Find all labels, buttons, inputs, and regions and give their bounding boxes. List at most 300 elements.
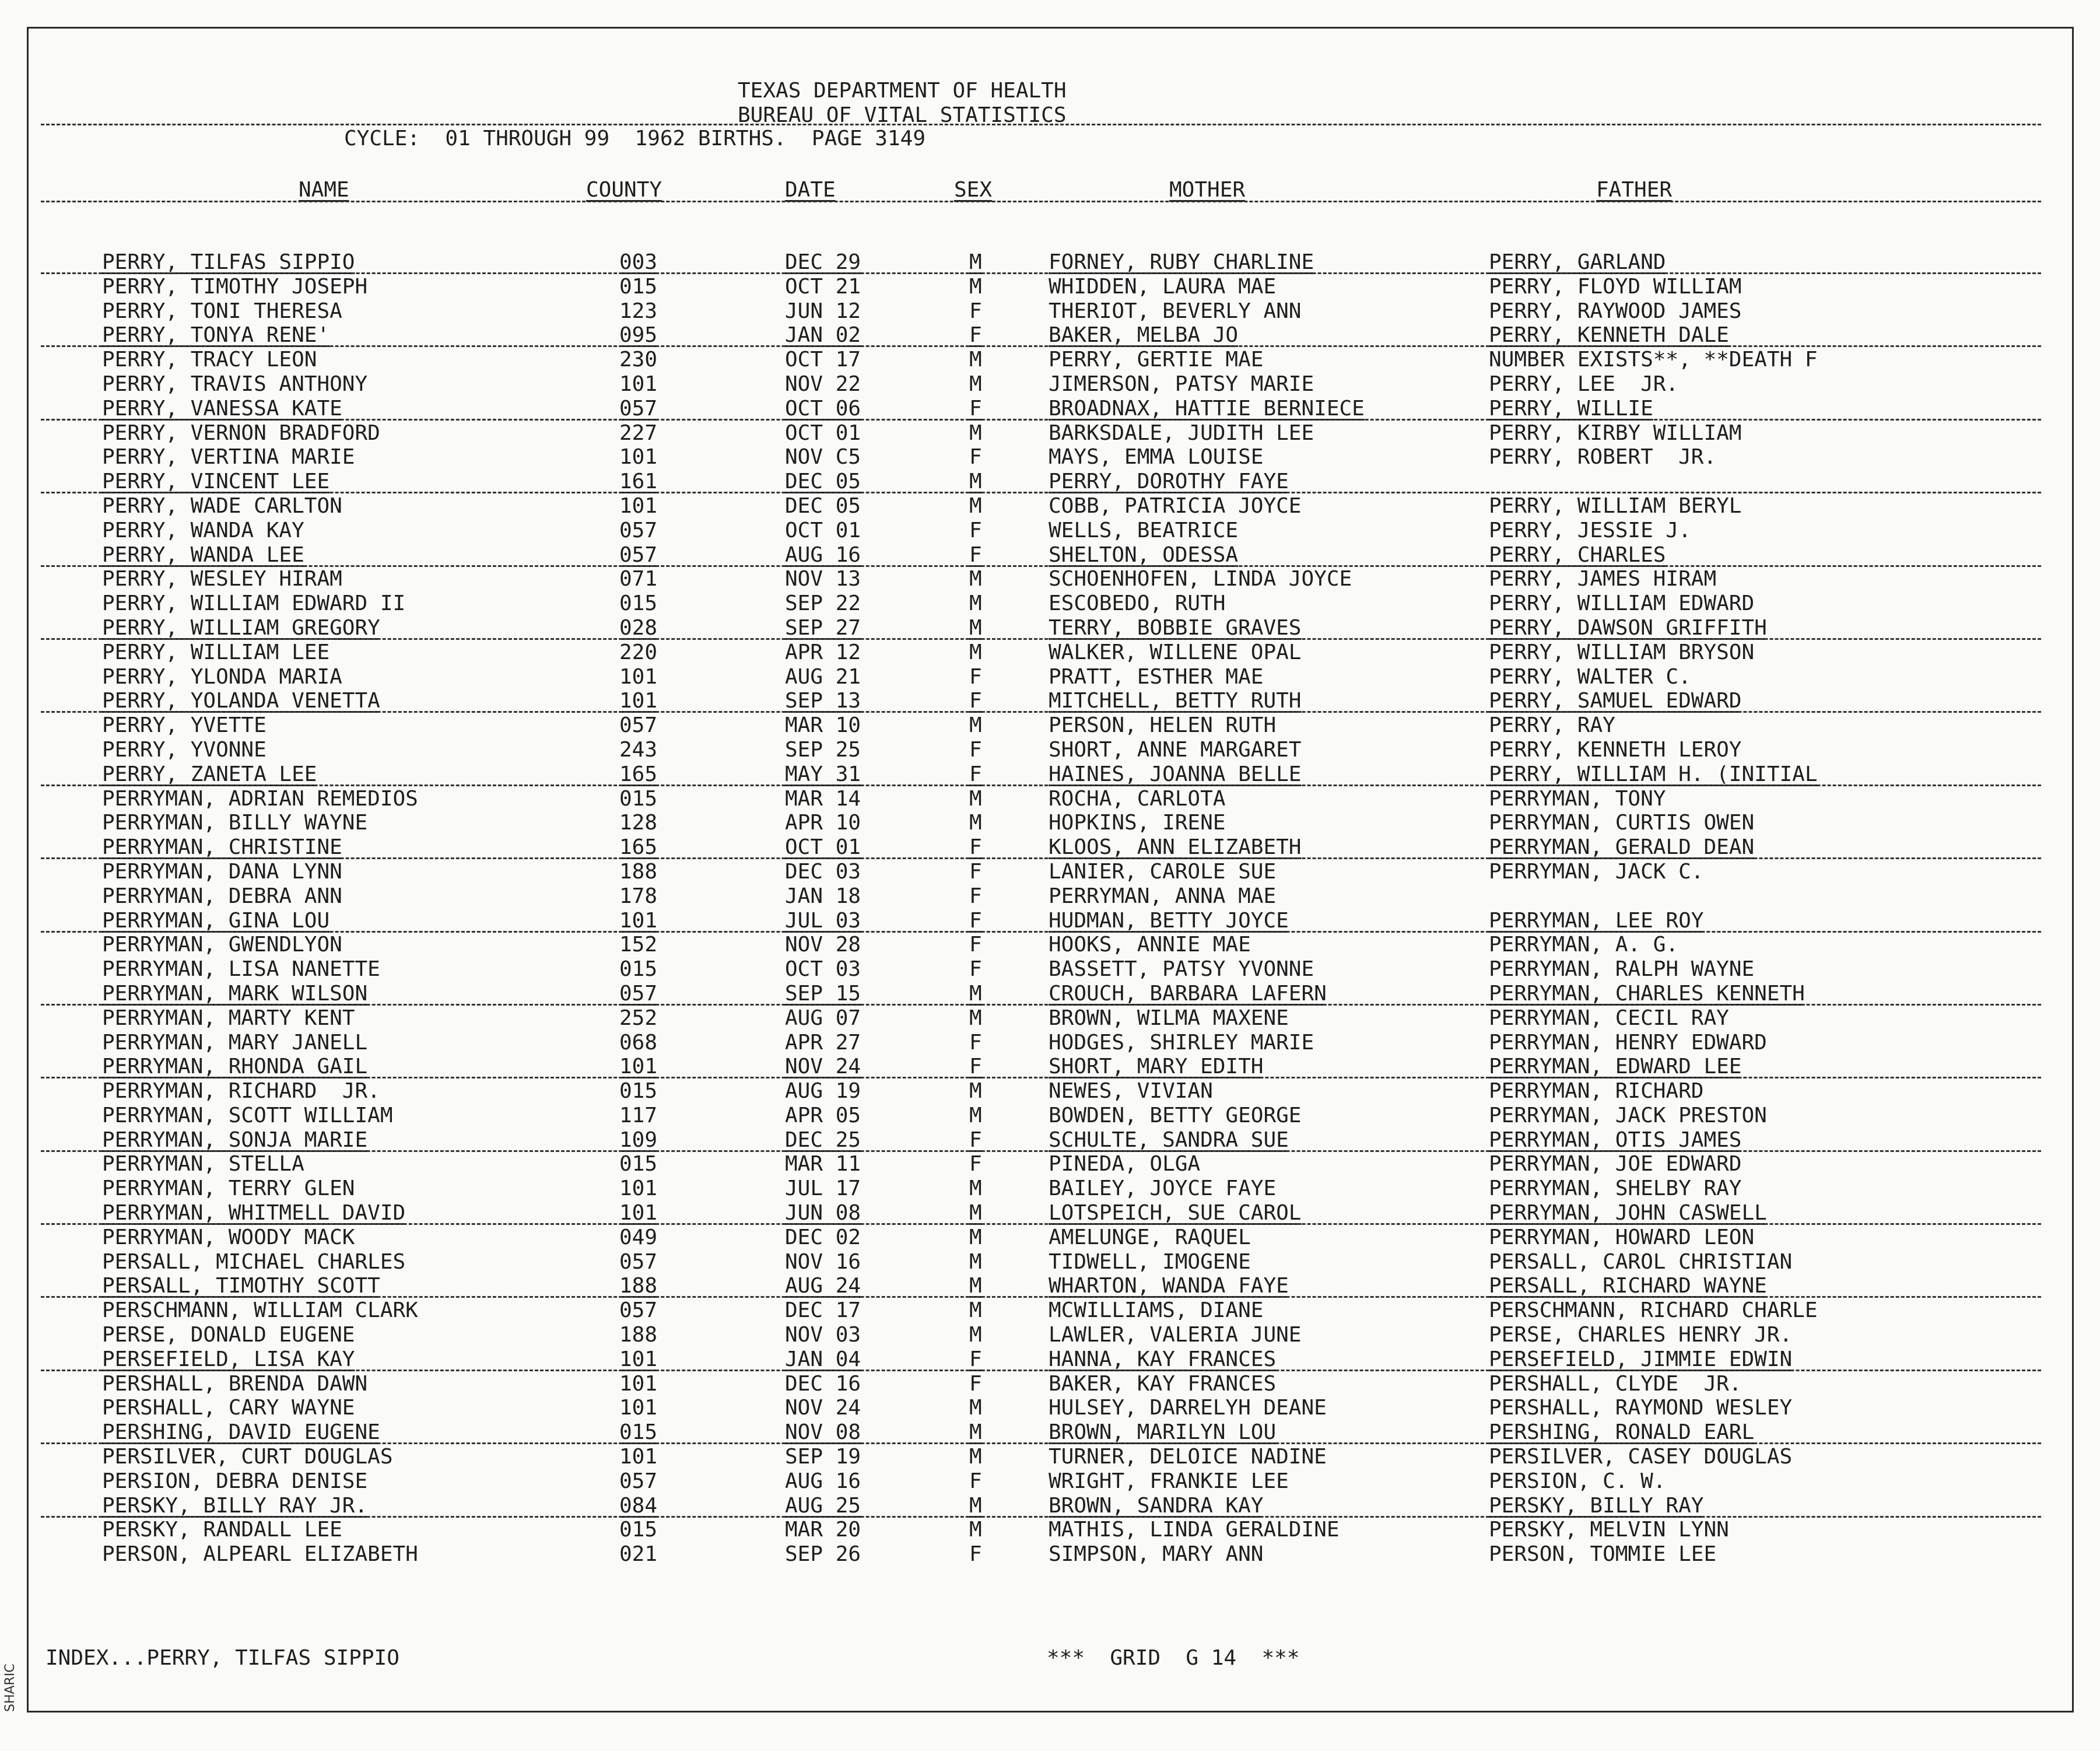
record-mother: WALKER, WILLENE OPAL	[1049, 640, 1302, 664]
record-mother: WELLS, BEATRICE	[1049, 518, 1239, 542]
record-name: PERRYMAN, TERRY GLEN	[102, 1176, 355, 1201]
record-date: SEP 26	[785, 1542, 861, 1567]
record-county: 101	[619, 1347, 658, 1371]
record-father: PERRYMAN, SHELBY RAY	[1489, 1176, 1742, 1201]
record-name: PERRY, TRAVIS ANTHONY	[102, 372, 368, 396]
record-mother: JIMERSON, PATSY MARIE	[1049, 372, 1314, 396]
record-county: 165	[619, 835, 658, 860]
record-county: 101	[619, 1055, 658, 1079]
record-date: DEC 05	[785, 470, 861, 494]
record-row	[0, 1470, 2100, 1494]
record-county: 101	[619, 372, 658, 396]
record-sex: M	[969, 1176, 982, 1201]
record-county: 015	[619, 957, 658, 982]
record-date: OCT 01	[785, 835, 861, 860]
record-sex: F	[969, 737, 982, 762]
column-header-sex: SEX	[954, 178, 993, 202]
record-father: PERRYMAN, LEE ROY	[1489, 908, 1704, 933]
record-row	[0, 860, 2100, 885]
record-father: PERSKY, BILLY RAY	[1489, 1493, 1704, 1518]
record-mother: MATHIS, LINDA GERALDINE	[1049, 1518, 1340, 1542]
record-mother: COBB, PATRICIA JOYCE	[1049, 493, 1302, 518]
record-name: PERRY, VERTINA MARIE	[102, 445, 355, 470]
record-date: SEP 15	[785, 981, 861, 1006]
record-mother: HODGES, SHIRLEY MARIE	[1049, 1030, 1314, 1055]
record-father: PERRY, KENNETH DALE	[1489, 323, 1729, 348]
record-name: PERSION, DEBRA DENISE	[102, 1469, 368, 1493]
record-county: 101	[619, 908, 658, 933]
record-mother: HAINES, JOANNA BELLE	[1049, 762, 1302, 786]
record-mother: BROWN, SANDRA KAY	[1049, 1493, 1264, 1518]
record-sex: M	[969, 1274, 982, 1298]
record-name: PERRY, YVONNE	[102, 737, 267, 762]
record-county: 057	[619, 1249, 658, 1274]
record-father: PERRY, DAWSON GRIFFITH	[1489, 615, 1767, 640]
record-mother: HOPKINS, IRENE	[1049, 811, 1226, 835]
record-date: AUG 07	[785, 1006, 861, 1030]
record-father: PERRY, WILLIE	[1489, 396, 1653, 421]
record-row	[0, 909, 2100, 934]
record-father: PERRY, RAYWOOD JAMES	[1489, 299, 1742, 323]
record-county: 101	[619, 1176, 658, 1201]
record-name: PERRY, WANDA LEE	[102, 542, 304, 567]
record-row	[0, 811, 2100, 836]
record-county: 057	[619, 396, 658, 421]
record-mother: WRIGHT, FRANKIE LEE	[1049, 1469, 1289, 1493]
record-name: PERRYMAN, WOODY MACK	[102, 1225, 355, 1249]
record-sex: M	[969, 348, 982, 372]
record-sex: M	[969, 1420, 982, 1445]
column-header-father: FATHER	[1596, 178, 1673, 202]
record-mother: TIDWELL, IMOGENE	[1049, 1249, 1251, 1274]
record-father: PERRY, JAMES HIRAM	[1489, 567, 1717, 591]
record-sex: F	[969, 323, 982, 348]
record-father: PERRYMAN, JOHN CASWELL	[1489, 1201, 1767, 1225]
record-father: PERRYMAN, JOE EDWARD	[1489, 1152, 1742, 1176]
record-name: PERSHALL, CARY WAYNE	[102, 1396, 355, 1420]
record-county: 188	[619, 859, 658, 884]
column-header-name: NAME	[299, 178, 349, 202]
record-mother: SHORT, ANNE MARGARET	[1049, 737, 1302, 762]
record-row	[0, 641, 2100, 666]
record-county: 227	[619, 421, 658, 445]
record-date: NOV 22	[785, 372, 861, 396]
record-mother: HANNA, KAY FRANCES	[1049, 1347, 1277, 1371]
record-county: 021	[619, 1542, 658, 1567]
record-mother: ESCOBEDO, RUTH	[1049, 591, 1226, 616]
record-row	[0, 836, 2100, 860]
record-mother: BROWN, WILMA MAXENE	[1049, 1006, 1289, 1030]
record-father: PERRYMAN, OTIS JAMES	[1489, 1127, 1742, 1152]
record-mother: AMELUNGE, RAQUEL	[1049, 1225, 1251, 1249]
record-sex: F	[969, 859, 982, 884]
record-sex: F	[969, 1371, 982, 1396]
record-father: PERRY, KENNETH LEROY	[1489, 737, 1742, 762]
record-name: PERRYMAN, DEBRA ANN	[102, 884, 342, 908]
record-father: PERRY, GARLAND	[1489, 250, 1666, 274]
record-date: NOV 28	[785, 933, 861, 957]
record-row	[0, 1372, 2100, 1397]
record-sex: M	[969, 567, 982, 591]
record-name: PERSHING, DAVID EUGENE	[102, 1420, 380, 1445]
record-date: MAR 20	[785, 1518, 861, 1542]
record-father: PERRY, WILLIAM H. (INITIAL	[1489, 762, 1818, 786]
record-date: APR 27	[785, 1030, 861, 1055]
record-row	[0, 397, 2100, 422]
record-father: PERRYMAN, HOWARD LEON	[1489, 1225, 1755, 1249]
record-father: PERRYMAN, HENRY EDWARD	[1489, 1030, 1767, 1055]
record-row	[0, 617, 2100, 641]
record-row	[0, 763, 2100, 787]
record-name: PERRYMAN, GWENDLYON	[102, 933, 342, 957]
record-date: AUG 19	[785, 1079, 861, 1104]
record-father: PERSON, TOMMIE LEE	[1489, 1542, 1717, 1567]
record-row	[0, 1543, 2100, 1567]
record-sex: M	[969, 1006, 982, 1030]
record-sex: F	[969, 664, 982, 689]
record-row	[0, 1518, 2100, 1543]
record-mother: BROADNAX, HATTIE BERNIECE	[1049, 396, 1365, 421]
record-sex: M	[969, 1079, 982, 1104]
record-mother: BROWN, MARILYN LOU	[1049, 1420, 1277, 1445]
record-sex: M	[969, 591, 982, 616]
record-county: 003	[619, 250, 658, 274]
record-sex: M	[969, 1249, 982, 1274]
record-name: PERSALL, TIMOTHY SCOTT	[102, 1274, 380, 1298]
record-name: PERRY, VERNON BRADFORD	[102, 421, 380, 445]
record-row	[0, 666, 2100, 690]
record-mother: BARKSDALE, JUDITH LEE	[1049, 421, 1314, 445]
record-father: PERSEFIELD, JIMMIE EDWIN	[1489, 1347, 1793, 1371]
record-name: PERRYMAN, RHONDA GAIL	[102, 1055, 368, 1079]
record-mother: SIMPSON, MARY ANN	[1049, 1542, 1264, 1567]
record-date: NOV 13	[785, 567, 861, 591]
record-mother: PERRY, GERTIE MAE	[1049, 348, 1264, 372]
record-row	[0, 1007, 2100, 1031]
record-date: OCT 01	[785, 421, 861, 445]
record-father: PERSCHMANN, RICHARD CHARLE	[1489, 1298, 1818, 1323]
record-mother: HUDMAN, BETTY JOYCE	[1049, 908, 1289, 933]
record-row	[0, 1299, 2100, 1323]
record-sex: F	[969, 908, 982, 933]
record-row	[0, 689, 2100, 714]
record-name: PERRY, TRACY LEON	[102, 348, 317, 372]
record-county: 165	[619, 762, 658, 786]
record-name: PERRYMAN, MARTY KENT	[102, 1006, 355, 1030]
record-name: PERRY, YOLANDA VENETTA	[102, 689, 380, 713]
record-date: NOV 08	[785, 1420, 861, 1445]
record-date: AUG 24	[785, 1274, 861, 1298]
record-county: 084	[619, 1493, 658, 1518]
record-sex: M	[969, 470, 982, 494]
record-row	[0, 592, 2100, 617]
record-father: PERRY, FLOYD WILLIAM	[1489, 274, 1742, 299]
record-county: 015	[619, 1420, 658, 1445]
record-county: 128	[619, 811, 658, 835]
record-father: PERRYMAN, RALPH WAYNE	[1489, 957, 1755, 982]
record-county: 057	[619, 518, 658, 542]
record-county: 152	[619, 933, 658, 957]
record-mother: SCHOENHOFEN, LINDA JOYCE	[1049, 567, 1352, 591]
record-row	[0, 519, 2100, 544]
record-name: PERRYMAN, SCOTT WILLIAM	[102, 1103, 393, 1127]
record-sex: F	[969, 445, 982, 470]
record-father: PERRY, KIRBY WILLIAM	[1489, 421, 1742, 445]
header-department: TEXAS DEPARTMENT OF HEALTH	[738, 79, 1067, 103]
record-name: PERRY, WANDA KAY	[102, 518, 304, 542]
record-sex: M	[969, 786, 982, 811]
record-sex: F	[969, 1469, 982, 1493]
record-date: MAR 11	[785, 1152, 861, 1176]
record-mother: LAWLER, VALERIA JUNE	[1049, 1323, 1302, 1347]
record-date: APR 10	[785, 811, 861, 835]
record-father: NUMBER EXISTS**, **DEATH F	[1489, 348, 1818, 372]
record-row	[0, 1129, 2100, 1153]
record-county: 230	[619, 348, 658, 372]
record-date: DEC 17	[785, 1298, 861, 1323]
record-sex: F	[969, 396, 982, 421]
record-date: JUL 17	[785, 1176, 861, 1201]
record-date: JUL 03	[785, 908, 861, 933]
record-date: JAN 02	[785, 323, 861, 348]
record-name: PERRY, WADE CARLTON	[102, 493, 342, 518]
record-row	[0, 1421, 2100, 1445]
record-name: PERRYMAN, RICHARD JR.	[102, 1079, 380, 1104]
record-date: OCT 21	[785, 274, 861, 299]
record-sex: F	[969, 1347, 982, 1371]
record-county: 015	[619, 1152, 658, 1176]
record-date: AUG 21	[785, 664, 861, 689]
record-county: 015	[619, 1079, 658, 1104]
record-name: PERRYMAN, LISA NANETTE	[102, 957, 380, 982]
record-name: PERRY, YLONDA MARIA	[102, 664, 342, 689]
record-father: PERSALL, CAROL CHRISTIAN	[1489, 1249, 1793, 1274]
record-mother: THERIOT, BEVERLY ANN	[1049, 299, 1302, 323]
records-list	[0, 251, 2100, 1567]
record-sex: F	[969, 518, 982, 542]
record-mother: CROUCH, BARBARA LAFERN	[1049, 981, 1327, 1006]
record-row	[0, 446, 2100, 470]
record-father: PERRY, WILLIAM EDWARD	[1489, 591, 1755, 616]
record-date: JAN 18	[785, 884, 861, 908]
record-county: 101	[619, 1371, 658, 1396]
record-row	[0, 1055, 2100, 1080]
record-county: 101	[619, 493, 658, 518]
record-county: 015	[619, 591, 658, 616]
record-date: DEC 05	[785, 493, 861, 518]
record-mother: MAYS, EMMA LOUISE	[1049, 445, 1264, 470]
record-date: DEC 02	[785, 1225, 861, 1249]
record-father: PERRYMAN, RICHARD	[1489, 1079, 1704, 1104]
record-father: PERRY, SAMUEL EDWARD	[1489, 689, 1742, 713]
record-county: 101	[619, 689, 658, 713]
record-sex: F	[969, 1542, 982, 1567]
record-row	[0, 568, 2100, 592]
record-mother: LOTSPEICH, SUE CAROL	[1049, 1201, 1302, 1225]
record-sex: M	[969, 981, 982, 1006]
record-father: PERSILVER, CASEY DOUGLAS	[1489, 1445, 1793, 1469]
record-row	[0, 348, 2100, 373]
record-county: 188	[619, 1274, 658, 1298]
record-father: PERSKY, MELVIN LYNN	[1489, 1518, 1729, 1542]
record-row	[0, 1104, 2100, 1129]
record-row	[0, 1031, 2100, 1056]
record-sex: M	[969, 1493, 982, 1518]
record-father: PERSHALL, CLYDE JR.	[1489, 1371, 1742, 1396]
record-name: PERRYMAN, GINA LOU	[102, 908, 330, 933]
record-county: 068	[619, 1030, 658, 1055]
record-date: SEP 25	[785, 737, 861, 762]
record-date: APR 12	[785, 640, 861, 664]
record-father: PERRYMAN, CHARLES KENNETH	[1489, 981, 1805, 1006]
record-sex: M	[969, 274, 982, 299]
record-sex: M	[969, 493, 982, 518]
record-county: 057	[619, 1469, 658, 1493]
record-mother: PERRY, DOROTHY FAYE	[1049, 470, 1289, 494]
record-date: MAY 31	[785, 762, 861, 786]
record-row	[0, 958, 2100, 982]
record-date: OCT 03	[785, 957, 861, 982]
record-sex: M	[969, 1518, 982, 1542]
header-bureau: BUREAU OF VITAL STATISTICS	[738, 103, 1067, 127]
record-mother: KLOOS, ANN ELIZABETH	[1049, 835, 1302, 860]
record-sex: M	[969, 615, 982, 640]
record-date: MAR 14	[785, 786, 861, 811]
record-mother: HULSEY, DARRELYH DEANE	[1049, 1396, 1327, 1420]
record-mother: SCHULTE, SANDRA SUE	[1049, 1127, 1289, 1152]
record-county: 188	[619, 1323, 658, 1347]
column-header-date: DATE	[785, 178, 836, 202]
record-father: PERRYMAN, EDWARD LEE	[1489, 1055, 1742, 1079]
record-date: NOV 03	[785, 1323, 861, 1347]
record-county: 057	[619, 1298, 658, 1323]
record-name: PERRYMAN, SONJA MARIE	[102, 1127, 368, 1152]
record-row	[0, 1226, 2100, 1251]
record-name: PERRY, TIMOTHY JOSEPH	[102, 274, 368, 299]
record-date: APR 05	[785, 1103, 861, 1127]
record-sex: M	[969, 1396, 982, 1420]
record-name: PERSHALL, BRENDA DAWN	[102, 1371, 368, 1396]
record-father: PERSE, CHARLES HENRY JR.	[1489, 1323, 1793, 1347]
record-sex: M	[969, 640, 982, 664]
record-father: PERRY, WILLIAM BRYSON	[1489, 640, 1755, 664]
record-row	[0, 373, 2100, 397]
record-county: 095	[619, 323, 658, 348]
record-name: PERSKY, BILLY RAY JR.	[102, 1493, 368, 1518]
record-name: PERRYMAN, BILLY WAYNE	[102, 811, 368, 835]
record-date: SEP 19	[785, 1445, 861, 1469]
record-row	[0, 1080, 2100, 1104]
record-sex: M	[969, 1445, 982, 1469]
column-header-county: COUNTY	[586, 178, 662, 202]
record-row	[0, 300, 2100, 324]
record-county: 161	[619, 470, 658, 494]
record-father: PERRYMAN, A. G.	[1489, 933, 1679, 957]
record-sex: M	[969, 1201, 982, 1225]
record-date: JAN 04	[785, 1347, 861, 1371]
record-name: PERRYMAN, DANA LYNN	[102, 859, 342, 884]
record-mother: ROCHA, CARLOTA	[1049, 786, 1226, 811]
record-date: OCT 06	[785, 396, 861, 421]
record-father: PERRY, JESSIE J.	[1489, 518, 1691, 542]
record-county: 101	[619, 445, 658, 470]
record-name: PERRY, YVETTE	[102, 713, 267, 738]
record-county: 117	[619, 1103, 658, 1127]
record-row	[0, 787, 2100, 812]
record-row	[0, 324, 2100, 348]
record-county: 071	[619, 567, 658, 591]
record-county: 101	[619, 1201, 658, 1225]
record-county: 015	[619, 786, 658, 811]
record-father: PERRYMAN, GERALD DEAN	[1489, 835, 1755, 860]
header-cycle: CYCLE: 01 THROUGH 99 1962 BIRTHS. PAGE 3149	[344, 127, 925, 150]
record-name: PERSCHMANN, WILLIAM CLARK	[102, 1298, 418, 1323]
record-county: 101	[619, 1396, 658, 1420]
record-sex: F	[969, 933, 982, 957]
record-row	[0, 495, 2100, 519]
record-mother: FORNEY, RUBY CHARLINE	[1049, 250, 1314, 274]
record-father: PERRY, CHARLES	[1489, 542, 1666, 567]
record-row	[0, 1494, 2100, 1519]
record-date: AUG 16	[785, 1469, 861, 1493]
record-row	[0, 1396, 2100, 1421]
record-county: 123	[619, 299, 658, 323]
record-date: NOV 24	[785, 1396, 861, 1420]
record-name: PERRYMAN, STELLA	[102, 1152, 304, 1176]
record-mother: PERSON, HELEN RUTH	[1049, 713, 1277, 738]
record-mother: SHORT, MARY EDITH	[1049, 1055, 1264, 1079]
record-row	[0, 1177, 2100, 1202]
record-mother: WHIDDEN, LAURA MAE	[1049, 274, 1277, 299]
record-sex: M	[969, 421, 982, 445]
record-name: PERRY, WESLEY HIRAM	[102, 567, 342, 591]
record-county: 015	[619, 274, 658, 299]
record-name: PERRYMAN, MARY JANELL	[102, 1030, 368, 1055]
record-father: PERSHING, RONALD EARL	[1489, 1420, 1755, 1445]
column-header-divider	[41, 201, 2041, 202]
record-mother: TERRY, BOBBIE GRAVES	[1049, 615, 1302, 640]
record-date: JUN 12	[785, 299, 861, 323]
record-sex: M	[969, 372, 982, 396]
record-name: PERSKY, RANDALL LEE	[102, 1518, 342, 1542]
record-row	[0, 738, 2100, 763]
record-mother: NEWES, VIVIAN	[1049, 1079, 1213, 1104]
record-county: 101	[619, 1445, 658, 1469]
record-row	[0, 1251, 2100, 1275]
record-father: PERSHALL, RAYMOND WESLEY	[1489, 1396, 1793, 1420]
record-sex: M	[969, 1323, 982, 1347]
record-date: OCT 01	[785, 518, 861, 542]
record-county: 057	[619, 542, 658, 567]
record-county: 049	[619, 1225, 658, 1249]
record-county: 015	[619, 1518, 658, 1542]
record-date: DEC 03	[785, 859, 861, 884]
record-father: PERRYMAN, JACK C.	[1489, 859, 1704, 884]
record-date: NOV 16	[785, 1249, 861, 1274]
record-mother: HOOKS, ANNIE MAE	[1049, 933, 1251, 957]
record-row	[0, 275, 2100, 300]
record-date: DEC 25	[785, 1127, 861, 1152]
record-name: PERSEFIELD, LISA KAY	[102, 1347, 355, 1371]
record-name: PERSE, DONALD EUGENE	[102, 1323, 355, 1347]
record-row	[0, 933, 2100, 958]
record-row	[0, 1445, 2100, 1470]
record-row	[0, 422, 2100, 446]
record-mother: PERRYMAN, ANNA MAE	[1049, 884, 1277, 908]
record-mother: BAILEY, JOYCE FAYE	[1049, 1176, 1277, 1201]
record-county: 028	[619, 615, 658, 640]
record-sex: F	[969, 1030, 982, 1055]
